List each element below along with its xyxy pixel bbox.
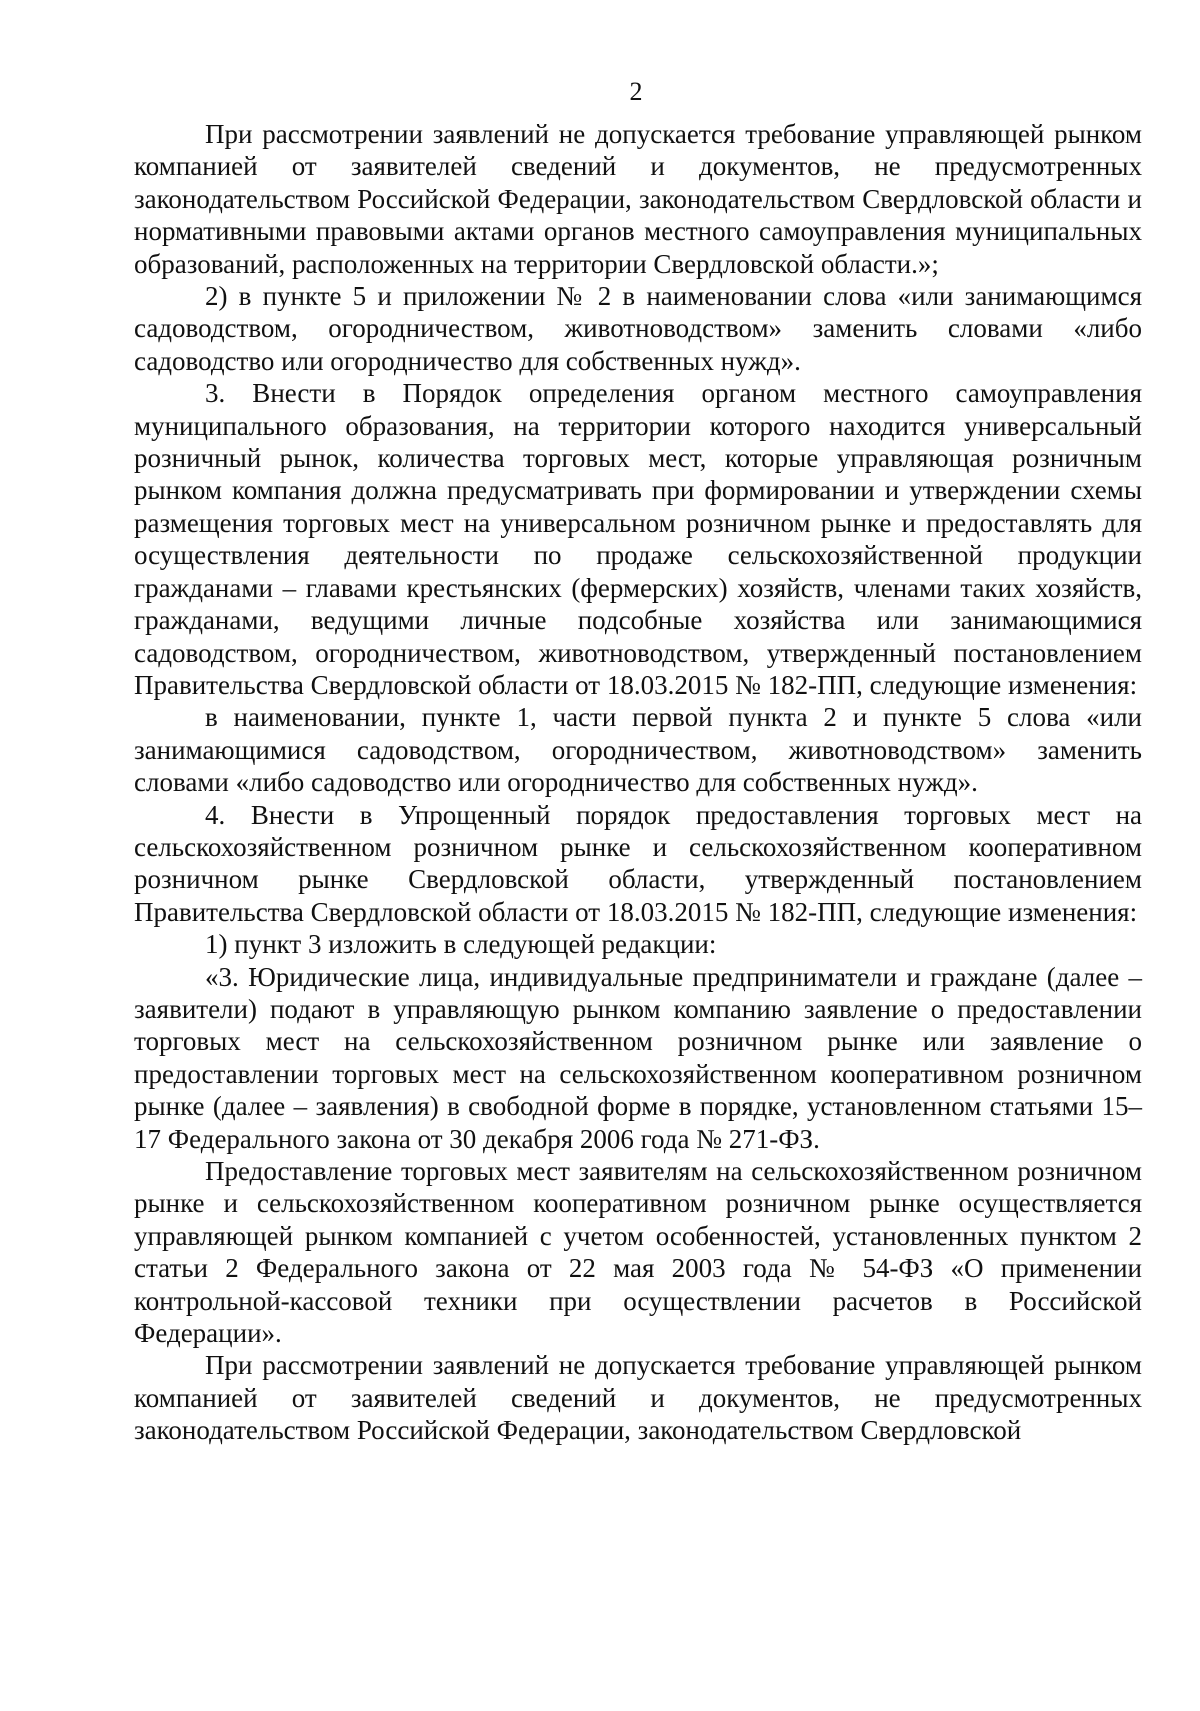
document-body — [134, 118, 1142, 1447]
paragraph-item-2-amendment: 2) в пункте 5 и приложении № 2 в наименовании слова «или занимающимся садоводством, огородничеством, животноводством» заменить словами «либо садоводство или огородничество для собственных нужд». — [134, 281, 1142, 376]
paragraph-item-1-new-wording: 1) пункт 3 изложить в следующей редакции: — [205, 929, 717, 960]
paragraph-review-requirements: При рассмотрении заявлений не допускается требование управляющей рынком компанией от заявителей сведений и документов, не предусмотренных законодательством Российской Федерации, законодательством Свердловской области и нормативными правовыми актами органов местного самоуправления муниципальных образований, расположенных на территории Свердловской области.»; — [134, 119, 1142, 279]
paragraph-section-3-wording: в наименовании, пункте 1, части первой пункта 2 и пункте 5 слова «или занимающимися садоводством, огородничеством, животноводством» заменить словами «либо садоводство или огородничество для собственных нужд». — [134, 702, 1142, 798]
paragraph-section-3-amendment: 3. Внести в Порядок определения органом местного самоуправления муниципального образования, на территории которого находится универсальный розничный рынок, количества торговых мест, которые управляющая розничным рынком компания должна предусматривать при формировании и утверждении схемы размещения торговых мест на универсальном розничном рынке и предоставлять для осуществления деятельности по продаже сельскохозяйственной продукции гражданами – главами крестьянских (фермерских) хозяйств, членами таких хозяйств, гражданами, ведущими личные подсобные хозяйства или занимающимися садоводством, огородничеством, животноводством, утвержденный постановлением Правительства Свердловской области от 18.03.2015 № 182-ПП, следующие изменения: — [134, 378, 1142, 700]
page-number: 2 — [629, 77, 643, 106]
paragraph-clause-3-applicants: «3. Юридические лица, индивидуальные предприниматели и граждане (далее – заявители) подают в управляющую рынком компанию заявление о предоставлении торговых мест на сельскохозяйственном розничном рынке или заявление о предоставлении торговых мест на сельскохозяйственном кооперативном розничном рынке (далее – заявления) в свободной форме в порядке, установленном статьями 15–17 Федерального закона от 30 декабря 2006 года № 271-ФЗ. — [134, 961, 1142, 1154]
paragraph-review-requirements-repeat: При рассмотрении заявлений не допускается требование управляющей рынком компанией от заявителей сведений и документов, не предусмотренных законодательством Российской Федерации, законодательством Свердловской — [134, 1350, 1142, 1446]
paragraph-section-4-amendment: 4. Внести в Упрощенный порядок предоставления торговых мест на сельскохозяйственном розничном рынке и сельскохозяйственном кооперативном розничном рынке Свердловской области, утвержденный постановлением Правительства Свердловской области от 18.03.2015 № 182-ПП, следующие изменения: — [134, 799, 1142, 927]
paragraph-place-allocation: Предоставление торговых мест заявителям на сельскохозяйственном розничном рынке и сельскохозяйственном кооперативном розничном рынке осуществляется управляющей рынком компанией с учетом особенностей, установленных пунктом 2 статьи 2 Федерального закона от 22 мая 2003 года № 54-ФЗ «О применении контрольной-кассовой техники при осуществлении расчетов в Российской Федерации». — [134, 1156, 1142, 1349]
